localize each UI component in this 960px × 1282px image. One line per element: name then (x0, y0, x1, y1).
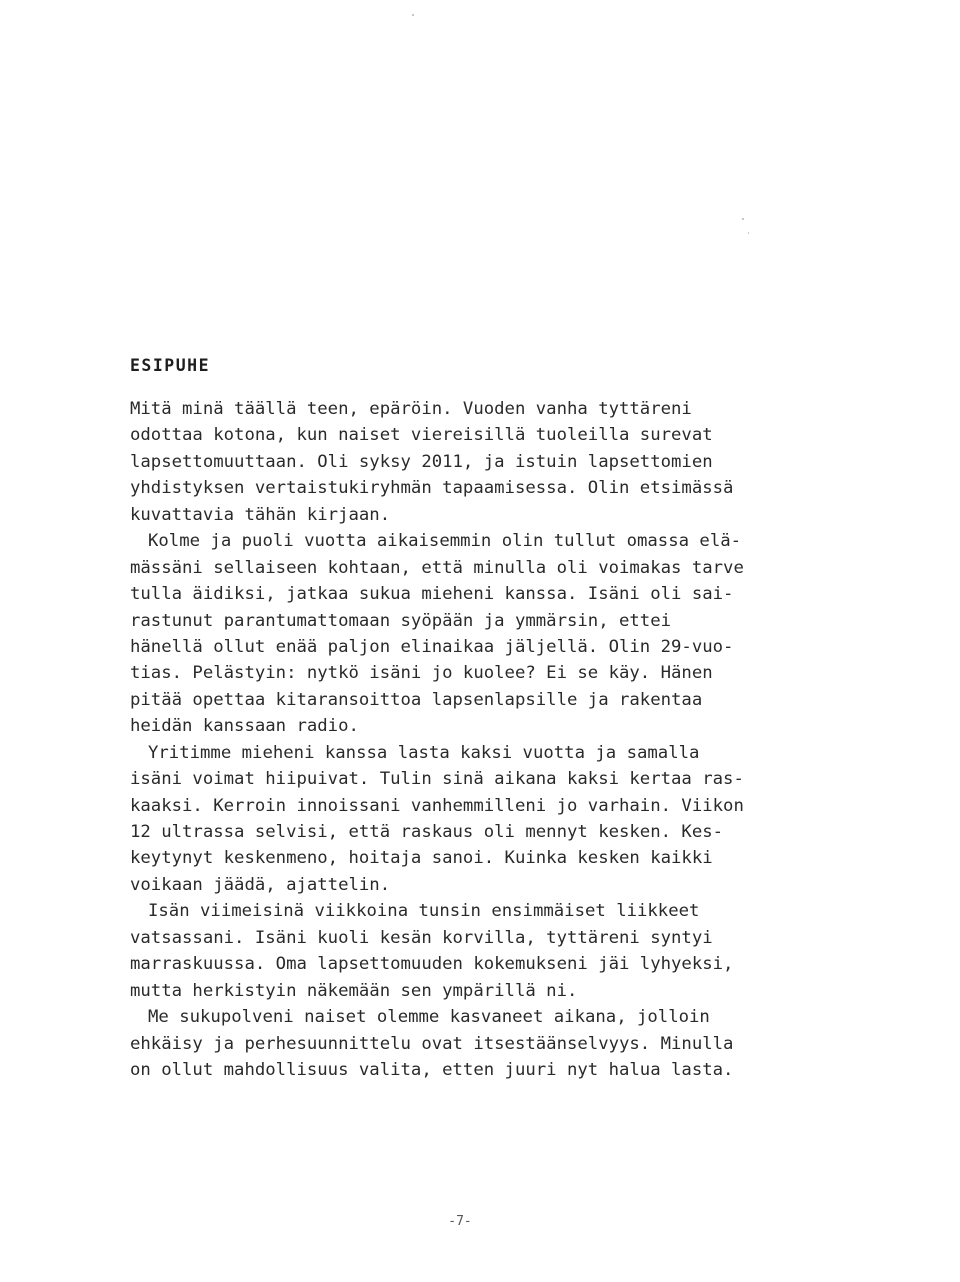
text-line: rastunut parantumattomaan syöpään ja ymmärsin, ettei (130, 610, 672, 631)
text-line: vatsassani. Isäni kuoli kesän korvilla, tyttäreni syntyi (130, 927, 713, 948)
text-line: Kolme ja puoli vuotta aikaisemmin olin tullut omassa elä- (148, 531, 742, 552)
text-line: Mitä minä täällä teen, epäröin. Vuoden vanha tyttäreni (130, 399, 692, 419)
page-number: -7- (448, 1214, 472, 1229)
text-line: odottaa kotona, kun naiset viereisillä tuoleilla surevat (130, 425, 713, 446)
text-line: 12 ultrassa selvisi, että raskaus oli mennyt kesken. Kes- (130, 822, 724, 842)
text-line: mässäni sellaiseen kohtaan, että minulla oli voimakas tarve (130, 557, 744, 578)
body-text (130, 396, 810, 1083)
text-line: lapsettomuuttaan. Oli syksy 2011, ja istuin lapsettomien (130, 451, 713, 472)
scan-speck (742, 218, 744, 220)
text-line: ehkäisy ja perhesuunnittelu ovat itsestäänselvyys. Minulla (130, 1033, 734, 1054)
text-line: isäni voimat hiipuivat. Tulin sinä aikana kaksi kertaa ras- (130, 769, 744, 790)
text-line: heidän kanssaan radio. (130, 716, 359, 737)
text-line: hänellä ollut enää paljon elinaikaa jäljellä. Olin 29-vuo- (130, 636, 734, 657)
scan-speck (748, 232, 749, 234)
text-line: Isän viimeisinä viikkoina tunsin ensimmäiset liikkeet (148, 901, 700, 922)
text-line: Me sukupolveni naiset olemme kasvaneet aikana, jolloin (148, 1007, 710, 1028)
text-line: voikaan jäädä, ajattelin. (130, 874, 391, 895)
text-line: kaaksi. Kerroin innoissani vanhemmilleni jo varhain. Viikon (130, 795, 744, 816)
text-line: tulla äidiksi, jatkaa sukua mieheni kanssa. Isäni oli sai- (130, 584, 734, 605)
text-line: yhdistyksen vertaistukiryhmän tapaamisessa. Olin etsimässä (130, 478, 734, 499)
text-line: on ollut mahdollisuus valita, etten juuri nyt halua lasta. (130, 1059, 734, 1080)
scan-speck (412, 14, 414, 16)
text-line: pitää opettaa kitaransoittoa lapsenlapsille ja rakentaa (130, 689, 703, 710)
text-line: marraskuussa. Oma lapsettomuuden kokemukseni jäi lyhyeksi, (130, 954, 734, 975)
page-heading: ESIPUHE (130, 356, 211, 375)
text-line: Yritimme mieheni kanssa lasta kaksi vuotta ja samalla (148, 742, 700, 763)
text-line: mutta herkistyin näkemään sen ympärillä ni. (130, 980, 578, 1001)
text-line: tias. Pelästyin: nytkö isäni jo kuolee? Ei se käy. Hänen (130, 663, 713, 684)
text-line: kuvattavia tähän kirjaan. (130, 504, 391, 525)
text-line: keytynyt keskenmeno, hoitaja sanoi. Kuinka kesken kaikki (130, 848, 713, 869)
